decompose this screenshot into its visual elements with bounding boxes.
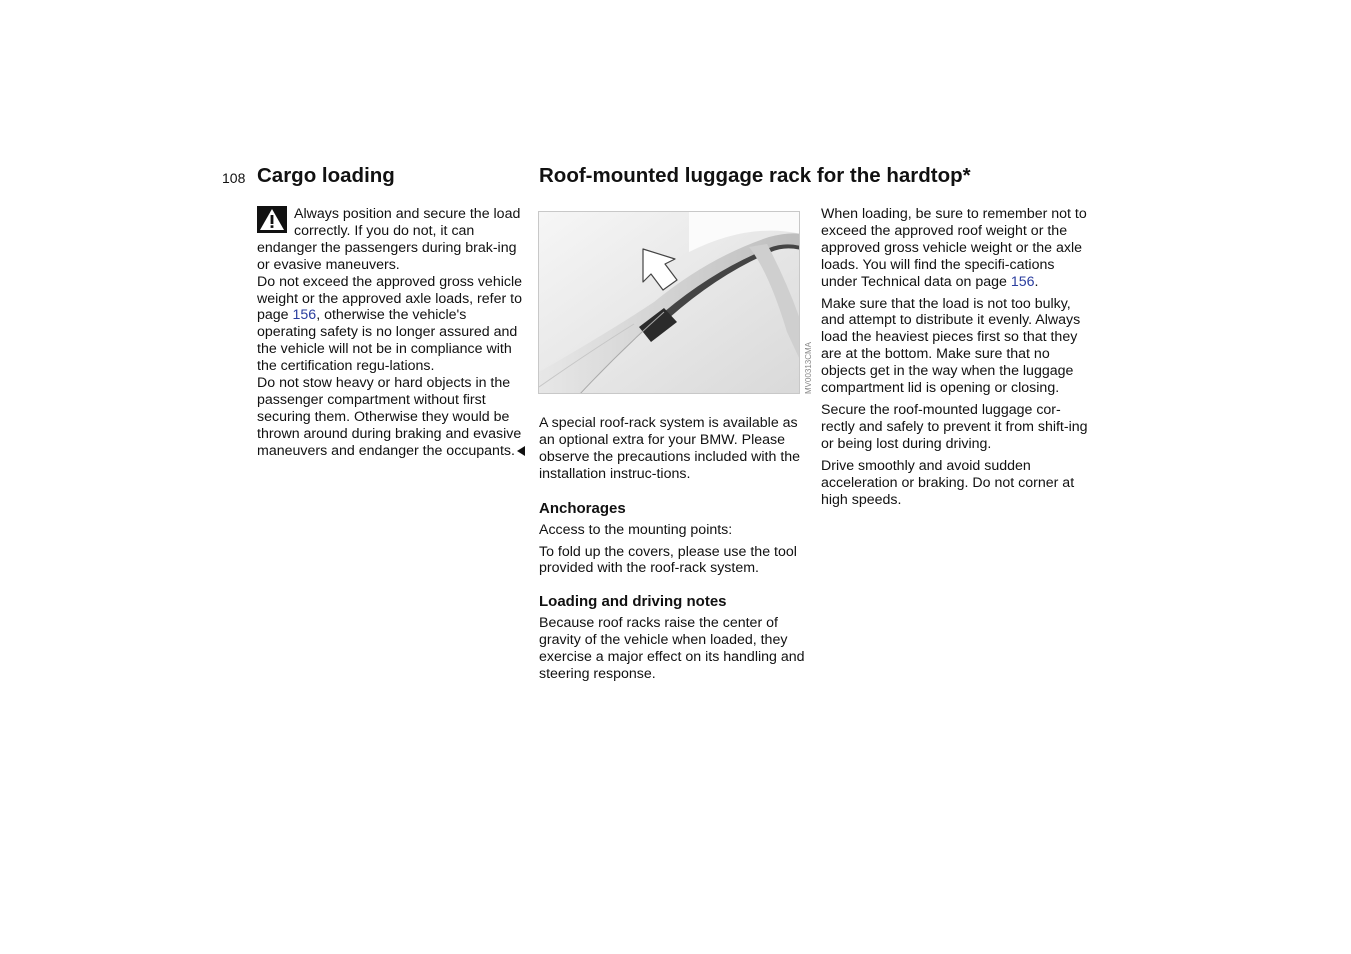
loading-limits-text-end: .	[1034, 273, 1039, 290]
weight-warning-text-end: , otherwise the vehicle's operating safety is no longer assured and the vehicle will not be in compliance with the certification regu-lations.	[257, 307, 518, 375]
stow-warning-text: Do not stow heavy or hard objects in the passenger compartment without first securing them. Otherwise they would be thrown around during braking and evasive maneuvers and endanger the occupants.	[257, 375, 522, 459]
left-column	[257, 206, 525, 460]
roof-rack-drawing	[539, 212, 800, 394]
anchorages-covers-text: To fold up the covers, please use the tool provided with the roof-rack system.	[539, 543, 797, 577]
anchorages-text: Access to the mounting points:	[539, 521, 733, 538]
warning-text: Always position and secure the load correctly. If you do not, it can endanger the passengers during brak-ing or evasive maneuvers.	[257, 206, 521, 273]
right-column	[821, 206, 1093, 508]
middle-column	[539, 415, 811, 683]
roof-rack-illustration	[538, 211, 800, 394]
load-distribution-text: Make sure that the load is not too bulky, and attempt to distribute it evenly. Always load the heaviest pieces first so that they are at the bottom. Make sure that no objects get in the way when the luggage compartment lid is opening or closing.	[821, 295, 1081, 397]
drive-smoothly-text: Drive smoothly and avoid sudden acceleration or braking. Do not corner at high speeds.	[821, 457, 1075, 508]
section-title-cargo-loading: Cargo loading	[257, 164, 395, 187]
section-title-roof-rack: Roof-mounted luggage rack for the hardtop*	[539, 164, 971, 187]
loading-limits-paragraph	[821, 206, 1093, 291]
end-of-section-triangle-icon	[517, 446, 525, 456]
figure-code: MV00313CMA	[804, 341, 813, 394]
loading-notes-heading: Loading and driving notes	[539, 593, 727, 611]
intro-paragraph: A special roof-rack system is available as an optional extra for your BMW. Please observe the precautions included with the installation instruc-tions.	[539, 415, 801, 482]
weight-warning-text: Do not exceed the approved gross vehicle weight or the approved axle loads, refer to page	[257, 273, 522, 324]
secure-luggage-text: Secure the roof-mounted luggage cor-rectly and safely to prevent it from shift-ing or being lost during driving.	[821, 401, 1088, 452]
page-link-156-right[interactable]: 156	[1010, 273, 1035, 290]
weight-warning-paragraph	[257, 274, 525, 375]
loading-notes-text: Because roof racks raise the center of gravity of the vehicle when loaded, they exercise a major effect on its handling and steering response.	[539, 615, 805, 683]
stow-warning-paragraph	[257, 375, 525, 460]
warning-triangle-icon	[257, 206, 287, 233]
loading-limits-text: When loading, be sure to remember not to exceed the approved roof weight or the approved gross vehicle weight or the axle loads. You will find the specifi-cations under Technical data on page	[821, 206, 1087, 290]
page-number: 108	[222, 170, 246, 186]
anchorages-heading: Anchorages	[539, 499, 626, 517]
page-link-156[interactable]: 156	[292, 307, 317, 324]
